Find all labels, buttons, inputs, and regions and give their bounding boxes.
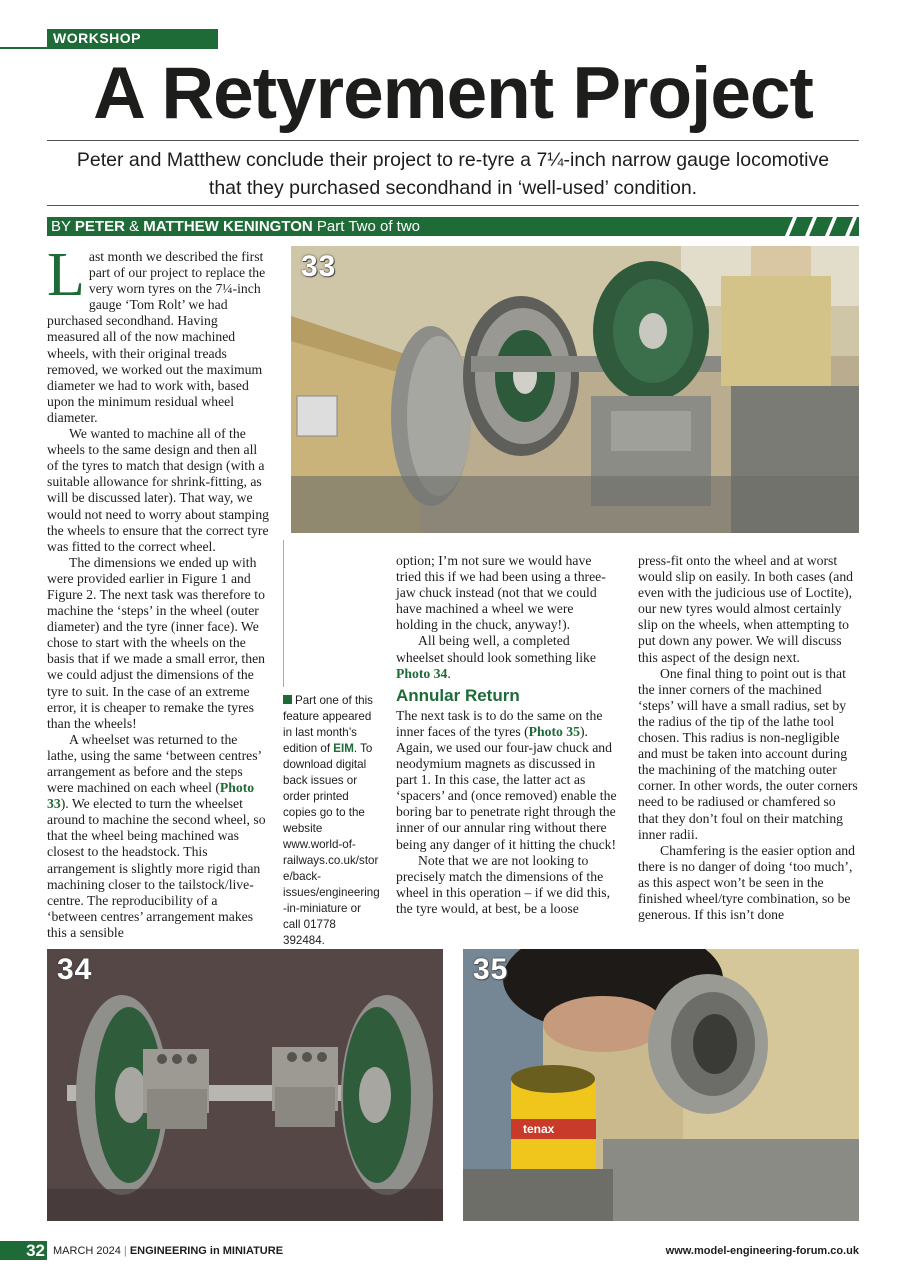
col3-paragraph-2-text-b: . (447, 665, 451, 681)
col3-paragraph-2 (396, 633, 618, 681)
footer-website: www.model-engineering-forum.co.uk (665, 1245, 859, 1257)
footer-magazine: ENGINEERING in MINIATURE (129, 1245, 284, 1257)
paragraph-4-text-b: ). We elected to turn the wheelset around to machine the second wheel, so that the wheel being machined was closest to the headstock. This arrangement is slightly more rigid than machining closer to the tailstock/live-centre. The reproducibility of a ‘between centres’ arrangement makes this a sensible (47, 796, 266, 940)
photo-33 (291, 246, 859, 533)
sidebar-square-icon (283, 695, 292, 704)
column-3 (396, 553, 618, 917)
sidebar-eim: EIM (333, 742, 354, 755)
col3-paragraph-1: option; I’m not sure we would have tried this if we had been using a three-jaw chuck instead (not that we could have machined a wheel we were holding in the chuck, anyway!). (396, 553, 606, 633)
photo-33-reference: Photo 33 (47, 780, 255, 812)
sidebar-text-b: . To download digital back issues or order printed copies go to the website www.world-of-railways.co.uk/store/back-issues/engineering-in-miniature or call 01778 392484. (283, 742, 380, 947)
standfirst-rule-top (47, 140, 859, 141)
drop-cap: L (47, 241, 85, 309)
photo-35-boring-illustration (463, 949, 859, 1221)
column-4 (638, 553, 859, 923)
standfirst-rule-bottom (47, 205, 859, 206)
photo-35-reference: Photo 35 (528, 723, 580, 739)
sidebar-text-a: Part one of this feature appeared in last month’s edition of (283, 694, 373, 755)
col4-paragraph-1: press-fit onto the wheel and at worst would slip on easily. In both cases (and even with the judicious use of Loctite), our new tyres would almost certainly slip on the wheels, when attempting to put down any power. We will discuss this aspect of the design next. (638, 553, 854, 665)
section-tag-rule (0, 47, 218, 49)
column-divider (283, 540, 284, 687)
section-tag: WORKSHOP (47, 29, 218, 48)
paragraph-1-text: ast month we described the first part of our project to replace the very worn tyres on the 7¼-inch gauge ‘Tom Rolt’ we had purchased secondhand. Having measured all of the now machined wheels, with their original treads removed, we worked out the maximum diameter we had to work with, based upon the minimum residual wheel diameter. (47, 249, 266, 425)
byline-bar (47, 217, 859, 236)
byline-stripes-decoration (779, 217, 859, 236)
paragraph-1 (47, 241, 270, 426)
photo-35-number: 35 (473, 953, 509, 986)
page-title: A Retyrement Project (93, 53, 813, 134)
standfirst (47, 146, 859, 202)
photo-33-lathe-illustration (291, 246, 859, 533)
col3-paragraph-3-text-a: The next task is to do the same on the inner faces of the tyres ( (396, 707, 603, 739)
byline-author-2: MATTHEW KENINGTON (143, 218, 313, 235)
col3-paragraph-3-text-b: ). Again, we used our four-jaw chuck and neodymium magnets as discussed in part 1. In this case, the latter act as ‘spacers’ and (once removed) enable the boring bar to penetrate right through the inner of our annular ring without there being any danger of it hitting the chuck! (396, 723, 617, 852)
photo-34 (47, 949, 443, 1221)
photo-34-wheelset-illustration (47, 949, 443, 1221)
standfirst-line-1: Peter and Matthew conclude their project to re-tyre a 7¼-inch narrow gauge locomotive (76, 149, 830, 171)
paragraph-4 (47, 732, 270, 941)
paragraph-2: We wanted to machine all of the wheels to the same design and then all of the tyres to match that design (with a suitable allowance for shrink-fitting, as will be discussed later). That way, we would not need to worry about stamping the wheels to ensure that the correct tyre was fitted to the correct wheel. (47, 426, 270, 554)
footer-issue (53, 1244, 283, 1258)
photo-34-reference: Photo 34 (396, 665, 448, 681)
subheading-annular-return: Annular Return (396, 685, 520, 705)
byline-part: Part Two of two (316, 218, 421, 235)
footer-separator: | (123, 1245, 127, 1257)
footer-issue-date: MARCH 2024 (53, 1245, 121, 1257)
col4-paragraph-3: Chamfering is the easier option and there is no danger of doing ‘too much’, as this aspect won’t be seen in the finished wheel/tyre combination, so be generous. If this isn’t done (638, 842, 855, 923)
photo-34-number: 34 (57, 953, 93, 986)
photo-35 (463, 949, 859, 1221)
col3-paragraph-2-text-a: All being well, a completed wheelset should look something like (396, 633, 596, 665)
col3-paragraph-4: Note that we are not looking to precisely match the dimensions of the wheel in this operation – if we did this, the tyre would, at best, be a loose (396, 852, 611, 916)
col3-paragraph-3 (396, 708, 618, 853)
tin-label: tenax (523, 1122, 555, 1136)
col4-paragraph-2: One final thing to point out is that the inner corners of the machined ‘steps’ will have a small radius, set by the radius of the tip of the lathe tool chosen. This radius is non-negligible and must be taken into account during the machining of the matching outer corner. In other words, the outer corners need to be radiused or chamfered so that they don’t foul on their matching inner radii. (638, 665, 858, 842)
paragraph-4-text-a: A wheelset was returned to the lathe, using the same ‘between centres’ arrangement as before and the steps were machined on each wheel ( (47, 731, 262, 796)
byline-author-1: PETER (74, 218, 125, 235)
standfirst-line-2: that they purchased secondhand in ‘well-used’ condition. (208, 177, 698, 199)
column-1 (47, 241, 270, 941)
paragraph-3: The dimensions we ended up with were provided earlier in Figure 1 and Figure 2. The next task was therefore to machine the ‘steps’ in the wheel (outer diameter) and the tyre (inner face). We chose to start with the wheels on the basis that if we made a small error, then we could adjust the dimensions of the tyre to suit. In the case of an extreme error, it is cheaper to remake the tyres than the wheels! (47, 554, 265, 731)
photo-33-number: 33 (301, 250, 337, 283)
byline-amp: & (129, 218, 140, 235)
sidebar-note (283, 693, 380, 949)
page-number: 32 (0, 1241, 47, 1260)
byline-by: BY (51, 218, 71, 235)
